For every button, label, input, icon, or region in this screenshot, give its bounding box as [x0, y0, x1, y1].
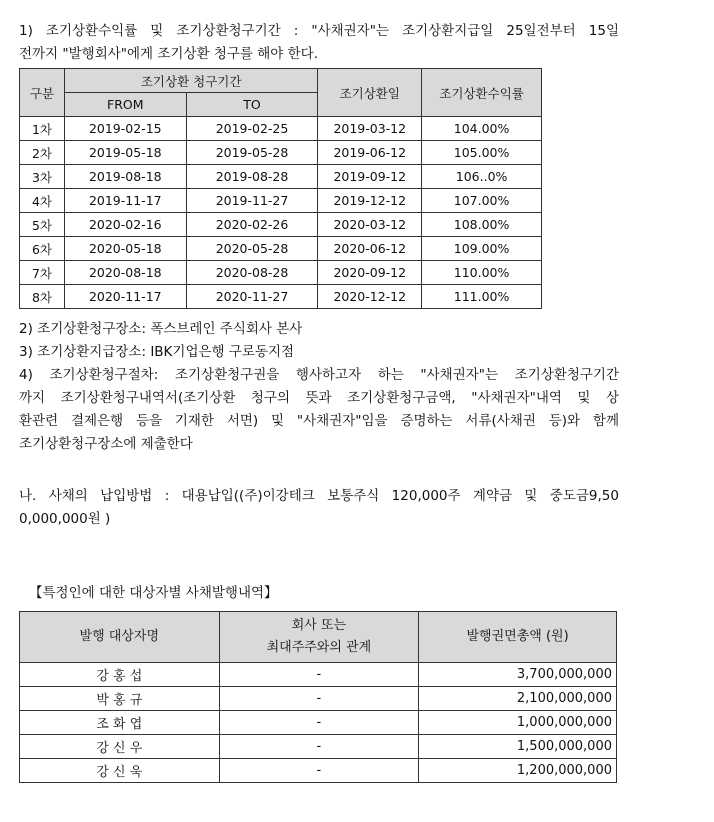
procedure-line-4: 조기상환청구장소에 제출한다: [19, 436, 193, 452]
from-date-cell: 2019-08-18: [64, 165, 186, 189]
round-cell: 1차: [20, 117, 65, 141]
header-subscriber-name: 발행 대상자명: [20, 612, 220, 663]
redemption-place: 2) 조기상환청구장소: 폭스브레인 주식회사 본사: [19, 321, 303, 337]
from-date-cell: 2020-05-18: [64, 237, 186, 261]
redemption-date-cell: 2020-06-12: [318, 237, 422, 261]
redemption-table-body: [20, 117, 542, 309]
redemption-date-cell: 2019-09-12: [318, 165, 422, 189]
payment-place: 3) 조기상환지급장소: IBK기업은행 구로동지점: [19, 344, 295, 360]
header-relation-line-1: 회사 또는: [291, 618, 347, 633]
from-date-cell: 2020-08-18: [64, 261, 186, 285]
to-date-cell: 2019-05-28: [186, 141, 318, 165]
from-date-cell: 2020-02-16: [64, 213, 186, 237]
from-date-cell: 2019-05-18: [64, 141, 186, 165]
relation-cell: -: [219, 711, 419, 735]
redemption-date-cell: 2019-03-12: [318, 117, 422, 141]
redemption-date-cell: 2020-09-12: [318, 261, 422, 285]
amount-cell: 1,200,000,000: [419, 759, 617, 783]
redemption-date-cell: 2020-12-12: [318, 285, 422, 309]
relation-cell: -: [219, 687, 419, 711]
table-row: [20, 213, 542, 237]
yield-cell: 108.00%: [422, 213, 542, 237]
table-row: [20, 759, 617, 783]
subscriber-table-body: [20, 663, 617, 783]
payment-method-line-1: 나. 사채의 납입방법 : 대용납입((주)이강테크 보통주식 120,000주 계약금 및 중도금9,50: [19, 488, 619, 504]
from-date-cell: 2019-02-15: [64, 117, 186, 141]
table-row: [20, 735, 617, 759]
subscriber-name-cell: 강 신 욱: [20, 759, 220, 783]
redemption-date-cell: 2020-03-12: [318, 213, 422, 237]
yield-cell: 106..0%: [422, 165, 542, 189]
table-row: [20, 165, 542, 189]
early-redemption-table: [19, 68, 542, 309]
procedure-line-1: 4) 조기상환청구절차: 조기상환청구권을 행사하고자 하는 "사채권자"는 조기상환청구기간: [19, 367, 619, 383]
payment-method: [19, 485, 619, 531]
yield-cell: 111.00%: [422, 285, 542, 309]
round-cell: 8차: [20, 285, 65, 309]
table-row: [20, 687, 617, 711]
table-row: [20, 663, 617, 687]
round-cell: 6차: [20, 237, 65, 261]
to-date-cell: 2019-11-27: [186, 189, 318, 213]
amount-cell: 3,700,000,000: [419, 663, 617, 687]
table-row: [20, 261, 542, 285]
subscriber-name-cell: 박 홍 규: [20, 687, 220, 711]
header-redemption-date: 조기상환일: [318, 69, 422, 117]
round-cell: 5차: [20, 213, 65, 237]
table-row: [20, 189, 542, 213]
yield-cell: 107.00%: [422, 189, 542, 213]
amount-cell: 2,100,000,000: [419, 687, 617, 711]
table-row: [20, 711, 617, 735]
subscriber-name-cell: 조 화 엽: [20, 711, 220, 735]
header-request-period: 조기상환 청구기간: [64, 69, 317, 93]
intro-line-2: 전까지 "발행회사"에게 조기상환 청구를 해야 한다.: [19, 46, 318, 62]
from-date-cell: 2020-11-17: [64, 285, 186, 309]
subscriber-name-cell: 강 신 우: [20, 735, 220, 759]
redemption-intro: [19, 20, 619, 66]
yield-cell: 110.00%: [422, 261, 542, 285]
redemption-details: [19, 318, 619, 456]
procedure-line-3: 환관련 결제은행 등을 기재한 서면) 및 "사채권자"임을 증명하는 서류(사채권 등)와 함께: [19, 413, 619, 429]
amount-cell: 1,500,000,000: [419, 735, 617, 759]
to-date-cell: 2020-08-28: [186, 261, 318, 285]
to-date-cell: 2020-02-26: [186, 213, 318, 237]
table-row: [20, 141, 542, 165]
header-relation-line-2: 최대주주와의 관계: [266, 640, 372, 655]
to-date-cell: 2020-05-28: [186, 237, 318, 261]
procedure-line-2: 까지 조기상환청구내역서(조기상환 청구의 뜻과 조기상환청구금액, "사채권자"내역 및 상: [19, 390, 619, 406]
to-date-cell: 2019-02-25: [186, 117, 318, 141]
header-redemption-yield: 조기상환수익률: [422, 69, 542, 117]
payment-method-line-2: 0,000,000원 ): [19, 511, 111, 527]
relation-cell: -: [219, 663, 419, 687]
subscriber-section-title: 【특정인에 대한 대상자별 사채발행내역】: [29, 585, 278, 601]
table-row: [20, 285, 542, 309]
subscriber-table: [19, 611, 617, 783]
yield-cell: 104.00%: [422, 117, 542, 141]
round-cell: 3차: [20, 165, 65, 189]
round-cell: 2차: [20, 141, 65, 165]
from-date-cell: 2019-11-17: [64, 189, 186, 213]
redemption-date-cell: 2019-12-12: [318, 189, 422, 213]
relation-cell: -: [219, 735, 419, 759]
redemption-date-cell: 2019-06-12: [318, 141, 422, 165]
table-row: [20, 237, 542, 261]
yield-cell: 105.00%: [422, 141, 542, 165]
to-date-cell: 2020-11-27: [186, 285, 318, 309]
subscriber-name-cell: 강 홍 섭: [20, 663, 220, 687]
relation-cell: -: [219, 759, 419, 783]
header-relation: [219, 612, 419, 663]
intro-line-1: 1) 조기상환수익률 및 조기상환청구기간 : "사채권자"는 조기상환지급일 25일전부터 15일: [19, 23, 619, 39]
round-cell: 4차: [20, 189, 65, 213]
yield-cell: 109.00%: [422, 237, 542, 261]
round-cell: 7차: [20, 261, 65, 285]
header-to: TO: [186, 93, 318, 117]
table-row: [20, 117, 542, 141]
amount-cell: 1,000,000,000: [419, 711, 617, 735]
header-amount: 발행권면총액 (원): [419, 612, 617, 663]
header-from: FROM: [64, 93, 186, 117]
header-category: 구분: [20, 69, 65, 117]
to-date-cell: 2019-08-28: [186, 165, 318, 189]
